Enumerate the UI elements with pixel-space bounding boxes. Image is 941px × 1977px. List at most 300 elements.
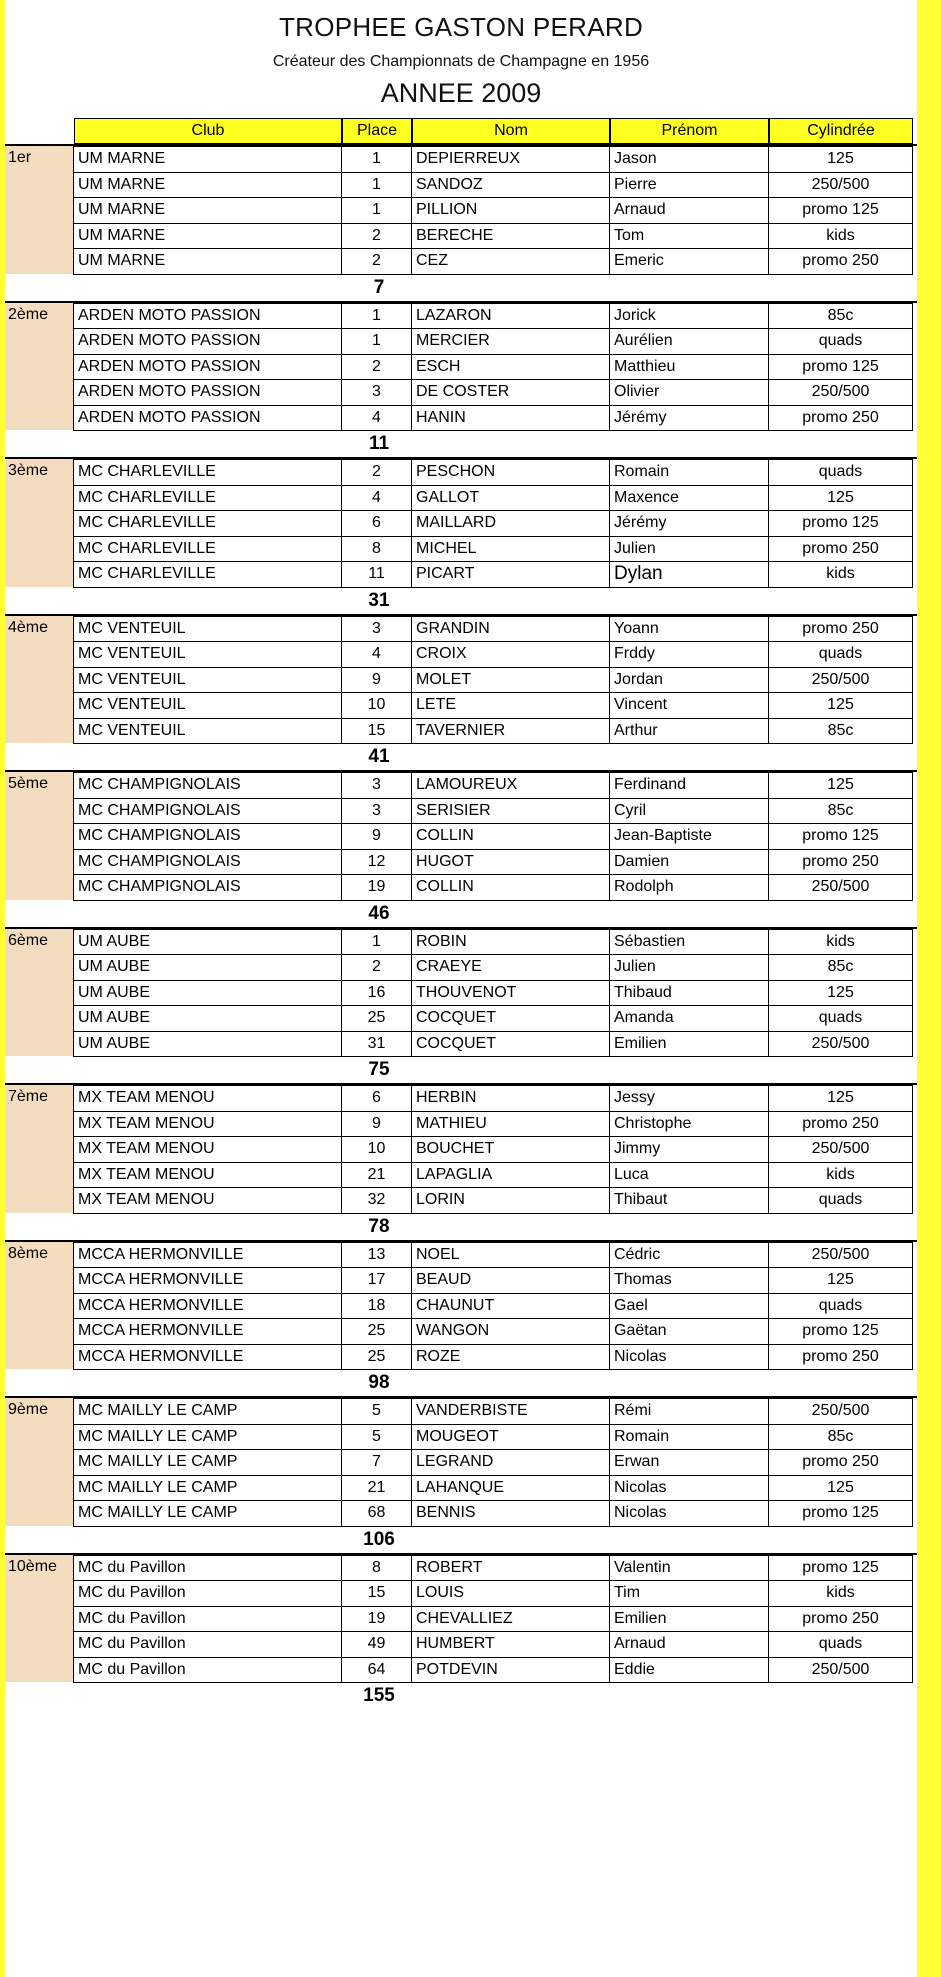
club-block [5,1083,917,1240]
cylindree-cell: kids [768,223,913,250]
club-rank: 5ème [8,775,49,792]
place-cell: 25 [341,1005,412,1032]
table-row [5,929,917,955]
club-total: 155 [363,1685,395,1706]
table-row [5,772,917,798]
prenom-cell: Nicolas [609,1475,769,1502]
prenom-cell: Damien [609,849,769,876]
club-cell: MC MAILLY LE CAMP [73,1449,342,1476]
cylindree-cell: 125 [768,1085,913,1112]
nom-cell: COCQUET [411,1031,610,1058]
table-row [5,1580,917,1606]
place-cell: 3 [341,798,412,825]
nom-cell: MAILLARD [411,510,610,537]
club-total: 11 [368,433,390,454]
club-cell: UM AUBE [73,954,342,981]
place-cell: 9 [341,667,412,694]
cylindree-cell: kids [768,1162,913,1189]
place-cell: 16 [341,980,412,1007]
table-row [5,1111,917,1137]
cylindree-cell: promo 250 [768,405,913,432]
place-cell: 25 [341,1344,412,1371]
place-cell: 1 [341,303,412,330]
club-cell: MC VENTEUIL [73,667,342,694]
cylindree-cell: 125 [768,692,913,719]
nom-cell: CHAUNUT [411,1293,610,1320]
table-row [5,849,917,875]
prenom-cell: Rémi [609,1398,769,1425]
club-cell: ARDEN MOTO PASSION [73,328,342,355]
place-cell: 7 [341,1449,412,1476]
place-cell: 1 [341,197,412,224]
prenom-cell: Matthieu [609,354,769,381]
club-cell: MCCA HERMONVILLE [73,1242,342,1269]
cylindree-cell: 250/500 [768,1242,913,1269]
club-block [5,1396,917,1553]
cylindree-cell: promo 125 [768,510,913,537]
prenom-cell: Dylan [609,561,769,588]
place-cell: 19 [341,874,412,901]
nom-cell: COLLIN [411,874,610,901]
cylindree-cell: 125 [768,1475,913,1502]
cylindree-cell: 125 [768,1267,913,1294]
header-club: Club [74,118,342,144]
club-cell: MC CHAMPIGNOLAIS [73,823,342,850]
club-cell: MC VENTEUIL [73,616,342,643]
place-cell: 2 [341,954,412,981]
club-cell: UM MARNE [73,197,342,224]
table-row [5,1398,917,1424]
document-subtitle: Créateur des Championnats de Champagne en 1956 [272,53,650,70]
club-rank: 6ème [8,931,49,949]
prenom-cell: Jason [609,146,769,173]
club-block [5,1553,917,1710]
document-title: TROPHEE GASTON PERARD [278,12,644,42]
club-rank: 4ème [8,618,49,636]
cylindree-cell: promo 125 [768,1318,913,1345]
prenom-cell: Jérémy [609,510,769,537]
nom-cell: CROIX [411,641,610,668]
club-total: 46 [368,902,390,924]
place-cell: 6 [341,510,412,537]
nom-cell: POTDEVIN [411,1657,610,1684]
club-cell: MC du Pavillon [73,1555,342,1582]
cylindree-cell: promo 250 [768,1449,913,1476]
club-cell: MC VENTEUIL [73,641,342,668]
club-cell: ARDEN MOTO PASSION [73,379,342,406]
cylindree-cell: kids [768,561,913,588]
prenom-cell: Emilien [609,1031,769,1058]
cylindree-cell: quads [768,1293,913,1320]
club-cell: MC du Pavillon [73,1657,342,1684]
club-cell: UM AUBE [73,980,342,1007]
prenom-cell: Cédric [609,1242,769,1269]
cylindree-cell: 250/500 [768,1398,913,1425]
club-block [5,927,917,1084]
place-cell: 5 [341,1398,412,1425]
club-cell: MC VENTEUIL [73,692,342,719]
prenom-cell: Valentin [609,1555,769,1582]
place-cell: 2 [341,459,412,486]
club-cell: MC CHARLEVILLE [73,536,342,563]
table-row [5,1162,917,1188]
nom-cell: ROBERT [411,1555,610,1582]
club-rank: 3ème [8,462,49,479]
place-cell: 19 [341,1606,412,1633]
table-row [5,223,917,249]
table-row [5,1267,917,1293]
prenom-cell: Thibaud [609,980,769,1007]
place-cell: 5 [341,1424,412,1451]
document-year: ANNEE 2009 [380,78,542,108]
prenom-cell: Cyril [609,798,769,825]
place-cell: 15 [341,718,412,745]
table-row [5,1424,917,1450]
prenom-cell: Arthur [609,718,769,745]
prenom-cell: Jordan [609,667,769,694]
cylindree-cell: 250/500 [768,1031,913,1058]
club-cell: MC CHARLEVILLE [73,459,342,486]
header-prenom: Prénom [610,118,769,144]
club-total: 98 [368,1372,390,1393]
club-cell: MC CHARLEVILLE [73,510,342,537]
club-cell: UM MARNE [73,223,342,250]
nom-cell: BENNIS [411,1500,610,1527]
nom-cell: BERECHE [411,223,610,250]
prenom-cell: Tom [609,223,769,250]
table-row [5,718,917,744]
nom-cell: MOLET [411,667,610,694]
table-row [5,954,917,980]
nom-cell: HUMBERT [411,1631,610,1658]
nom-cell: LAHANQUE [411,1475,610,1502]
nom-cell: NOEL [411,1242,610,1269]
cylindree-cell: promo 250 [768,248,913,275]
cylindree-cell: kids [768,1580,913,1607]
table-row [5,1187,917,1213]
club-total: 106 [363,1528,395,1550]
club-rank: 2ème [8,305,49,323]
nom-cell: BOUCHET [411,1136,610,1163]
nom-cell: SANDOZ [411,172,610,199]
table-row [5,510,917,536]
club-cell: MC CHARLEVILLE [73,485,342,512]
club-cell: UM AUBE [73,929,342,956]
prenom-cell: Luca [609,1162,769,1189]
club-cell: MC CHARLEVILLE [73,561,342,588]
club-cell: MC MAILLY LE CAMP [73,1500,342,1527]
table-row [5,1031,917,1057]
cylindree-cell: 85c [768,1424,913,1451]
club-cell: MC CHAMPIGNOLAIS [73,772,342,799]
table-row [5,459,917,485]
prenom-cell: Aurélien [609,328,769,355]
prenom-cell: Romain [609,1424,769,1451]
table-row [5,536,917,562]
cylindree-cell: promo 250 [768,1111,913,1138]
table-row [5,1293,917,1319]
club-cell: MC CHAMPIGNOLAIS [73,874,342,901]
nom-cell: THOUVENOT [411,980,610,1007]
place-cell: 11 [341,561,412,588]
place-cell: 31 [341,1031,412,1058]
prenom-cell: Ferdinand [609,772,769,799]
cylindree-cell: 250/500 [768,379,913,406]
club-cell: MC du Pavillon [73,1606,342,1633]
prenom-cell: Thibaut [609,1187,769,1214]
place-cell: 3 [341,616,412,643]
cylindree-cell: promo 125 [768,1500,913,1527]
place-cell: 1 [341,146,412,173]
club-block [5,144,917,301]
club-cell: MC VENTEUIL [73,718,342,745]
table-row [5,798,917,824]
prenom-cell: Nicolas [609,1500,769,1527]
nom-cell: PILLION [411,197,610,224]
table-row [5,405,917,431]
cylindree-cell: quads [768,1631,913,1658]
prenom-cell: Olivier [609,379,769,406]
nom-cell: LAZARON [411,303,610,330]
club-block [5,770,917,927]
prenom-cell: Frddy [609,641,769,668]
table-row [5,248,917,274]
table-row [5,485,917,511]
table-row [5,1318,917,1344]
nom-cell: CRAEYE [411,954,610,981]
nom-cell: GRANDIN [411,616,610,643]
prenom-cell: Gaëtan [609,1318,769,1345]
cylindree-cell: promo 250 [768,536,913,563]
club-block [5,614,917,771]
cylindree-cell: 85c [768,718,913,745]
table-row [5,197,917,223]
club-cell: MX TEAM MENOU [73,1162,342,1189]
prenom-cell: Jorick [609,303,769,330]
place-cell: 1 [341,172,412,199]
nom-cell: COLLIN [411,823,610,850]
prenom-cell: Thomas [609,1267,769,1294]
table-row [5,874,917,900]
club-rank: 10ème [8,1557,57,1575]
club-total: 78 [368,1215,390,1237]
table-row [5,1606,917,1632]
place-cell: 4 [341,485,412,512]
place-cell: 49 [341,1631,412,1658]
club-cell: MC MAILLY LE CAMP [73,1475,342,1502]
nom-cell: COCQUET [411,1005,610,1032]
place-cell: 13 [341,1242,412,1269]
place-cell: 6 [341,1085,412,1112]
club-cell: MCCA HERMONVILLE [73,1267,342,1294]
cylindree-cell: promo 125 [768,823,913,850]
prenom-cell: Maxence [609,485,769,512]
place-cell: 68 [341,1500,412,1527]
place-cell: 9 [341,1111,412,1138]
table-header [5,118,917,144]
place-cell: 1 [341,328,412,355]
club-block [5,1240,917,1397]
table-row [5,1242,917,1268]
nom-cell: HUGOT [411,849,610,876]
cylindree-cell: promo 125 [768,197,913,224]
table-row [5,1631,917,1657]
nom-cell: LEGRAND [411,1449,610,1476]
cylindree-cell: 125 [768,772,913,799]
club-block [5,457,917,614]
table-row [5,172,917,198]
cylindree-cell: promo 125 [768,354,913,381]
club-cell: UM MARNE [73,172,342,199]
cylindree-cell: promo 125 [768,1555,913,1582]
cylindree-cell: 125 [768,485,913,512]
nom-cell: ROBIN [411,929,610,956]
cylindree-cell: 85c [768,954,913,981]
nom-cell: PESCHON [411,459,610,486]
table-row [5,1657,917,1683]
prenom-cell: Jessy [609,1085,769,1112]
prenom-cell: Pierre [609,172,769,199]
club-cell: UM AUBE [73,1005,342,1032]
place-cell: 12 [341,849,412,876]
club-cell: MX TEAM MENOU [73,1111,342,1138]
place-cell: 3 [341,379,412,406]
nom-cell: GALLOT [411,485,610,512]
prenom-cell: Yoann [609,616,769,643]
club-cell: MC du Pavillon [73,1580,342,1607]
cylindree-cell: 250/500 [768,874,913,901]
table-row [5,641,917,667]
table-row [5,354,917,380]
club-cell: MX TEAM MENOU [73,1187,342,1214]
nom-cell: MERCIER [411,328,610,355]
place-cell: 3 [341,772,412,799]
prenom-cell: Sébastien [609,929,769,956]
club-cell: MC du Pavillon [73,1631,342,1658]
club-total: 75 [368,1059,390,1080]
prenom-cell: Jérémy [609,405,769,432]
nom-cell: BEAUD [411,1267,610,1294]
table-row [5,616,917,642]
place-cell: 32 [341,1187,412,1214]
cylindree-cell: 125 [768,146,913,173]
club-cell: MCCA HERMONVILLE [73,1318,342,1345]
table-row [5,561,917,587]
club-cell: MC CHAMPIGNOLAIS [73,849,342,876]
table-row [5,328,917,354]
place-cell: 2 [341,354,412,381]
place-cell: 10 [341,1136,412,1163]
nom-cell: MOUGEOT [411,1424,610,1451]
table-row [5,1475,917,1501]
table-row [5,146,917,172]
place-cell: 25 [341,1318,412,1345]
club-blocks [5,144,917,1709]
club-cell: UM MARNE [73,146,342,173]
place-cell: 8 [341,1555,412,1582]
nom-cell: DEPIERREUX [411,146,610,173]
cylindree-cell: kids [768,929,913,956]
club-cell: MCCA HERMONVILLE [73,1344,342,1371]
table-row [5,1449,917,1475]
cylindree-cell: 250/500 [768,1657,913,1684]
club-rank: 7ème [8,1088,49,1105]
prenom-cell: Romain [609,459,769,486]
nom-cell: WANGON [411,1318,610,1345]
prenom-cell: Vincent [609,692,769,719]
table-row [5,379,917,405]
table-row [5,692,917,718]
club-cell: ARDEN MOTO PASSION [73,354,342,381]
nom-cell: HANIN [411,405,610,432]
cylindree-cell: quads [768,1005,913,1032]
cylindree-cell: quads [768,459,913,486]
nom-cell: LOUIS [411,1580,610,1607]
club-cell: MCCA HERMONVILLE [73,1293,342,1320]
place-cell: 2 [341,223,412,250]
table-row [5,303,917,329]
cylindree-cell: promo 250 [768,849,913,876]
prenom-cell: Arnaud [609,1631,769,1658]
club-cell: UM MARNE [73,248,342,275]
prenom-cell: Amanda [609,1005,769,1032]
cylindree-cell: 125 [768,980,913,1007]
place-cell: 4 [341,405,412,432]
place-cell: 64 [341,1657,412,1684]
club-cell: MX TEAM MENOU [73,1136,342,1163]
club-block [5,301,917,458]
club-cell: MC CHAMPIGNOLAIS [73,798,342,825]
prenom-cell: Christophe [609,1111,769,1138]
club-rank: 1er [8,149,32,166]
club-total: 7 [373,276,385,298]
prenom-cell: Gael [609,1293,769,1320]
nom-cell: LORIN [411,1187,610,1214]
cylindree-cell: 250/500 [768,172,913,199]
cylindree-cell: 250/500 [768,667,913,694]
cylindree-cell: promo 250 [768,616,913,643]
club-cell: MC MAILLY LE CAMP [73,1424,342,1451]
table-row [5,667,917,693]
table-row [5,1555,917,1581]
table-row [5,1085,917,1111]
nom-cell: LETE [411,692,610,719]
club-cell: MX TEAM MENOU [73,1085,342,1112]
club-total: 31 [368,589,390,611]
place-cell: 15 [341,1580,412,1607]
prenom-cell: Jimmy [609,1136,769,1163]
results-table [5,118,917,1709]
club-rank: 9ème [8,1401,49,1418]
club-cell: ARDEN MOTO PASSION [73,303,342,330]
nom-cell: LAPAGLIA [411,1162,610,1189]
nom-cell: VANDERBISTE [411,1398,610,1425]
place-cell: 8 [341,536,412,563]
table-row [5,1005,917,1031]
nom-cell: CEZ [411,248,610,275]
prenom-cell: Eddie [609,1657,769,1684]
table-row [5,1136,917,1162]
cylindree-cell: 85c [768,798,913,825]
header-nom: Nom [412,118,610,144]
cylindree-cell: promo 250 [768,1344,913,1371]
nom-cell: LAMOUREUX [411,772,610,799]
club-cell: MC MAILLY LE CAMP [73,1398,342,1425]
place-cell: 9 [341,823,412,850]
table-row [5,1500,917,1526]
place-cell: 1 [341,929,412,956]
cylindree-cell: quads [768,641,913,668]
